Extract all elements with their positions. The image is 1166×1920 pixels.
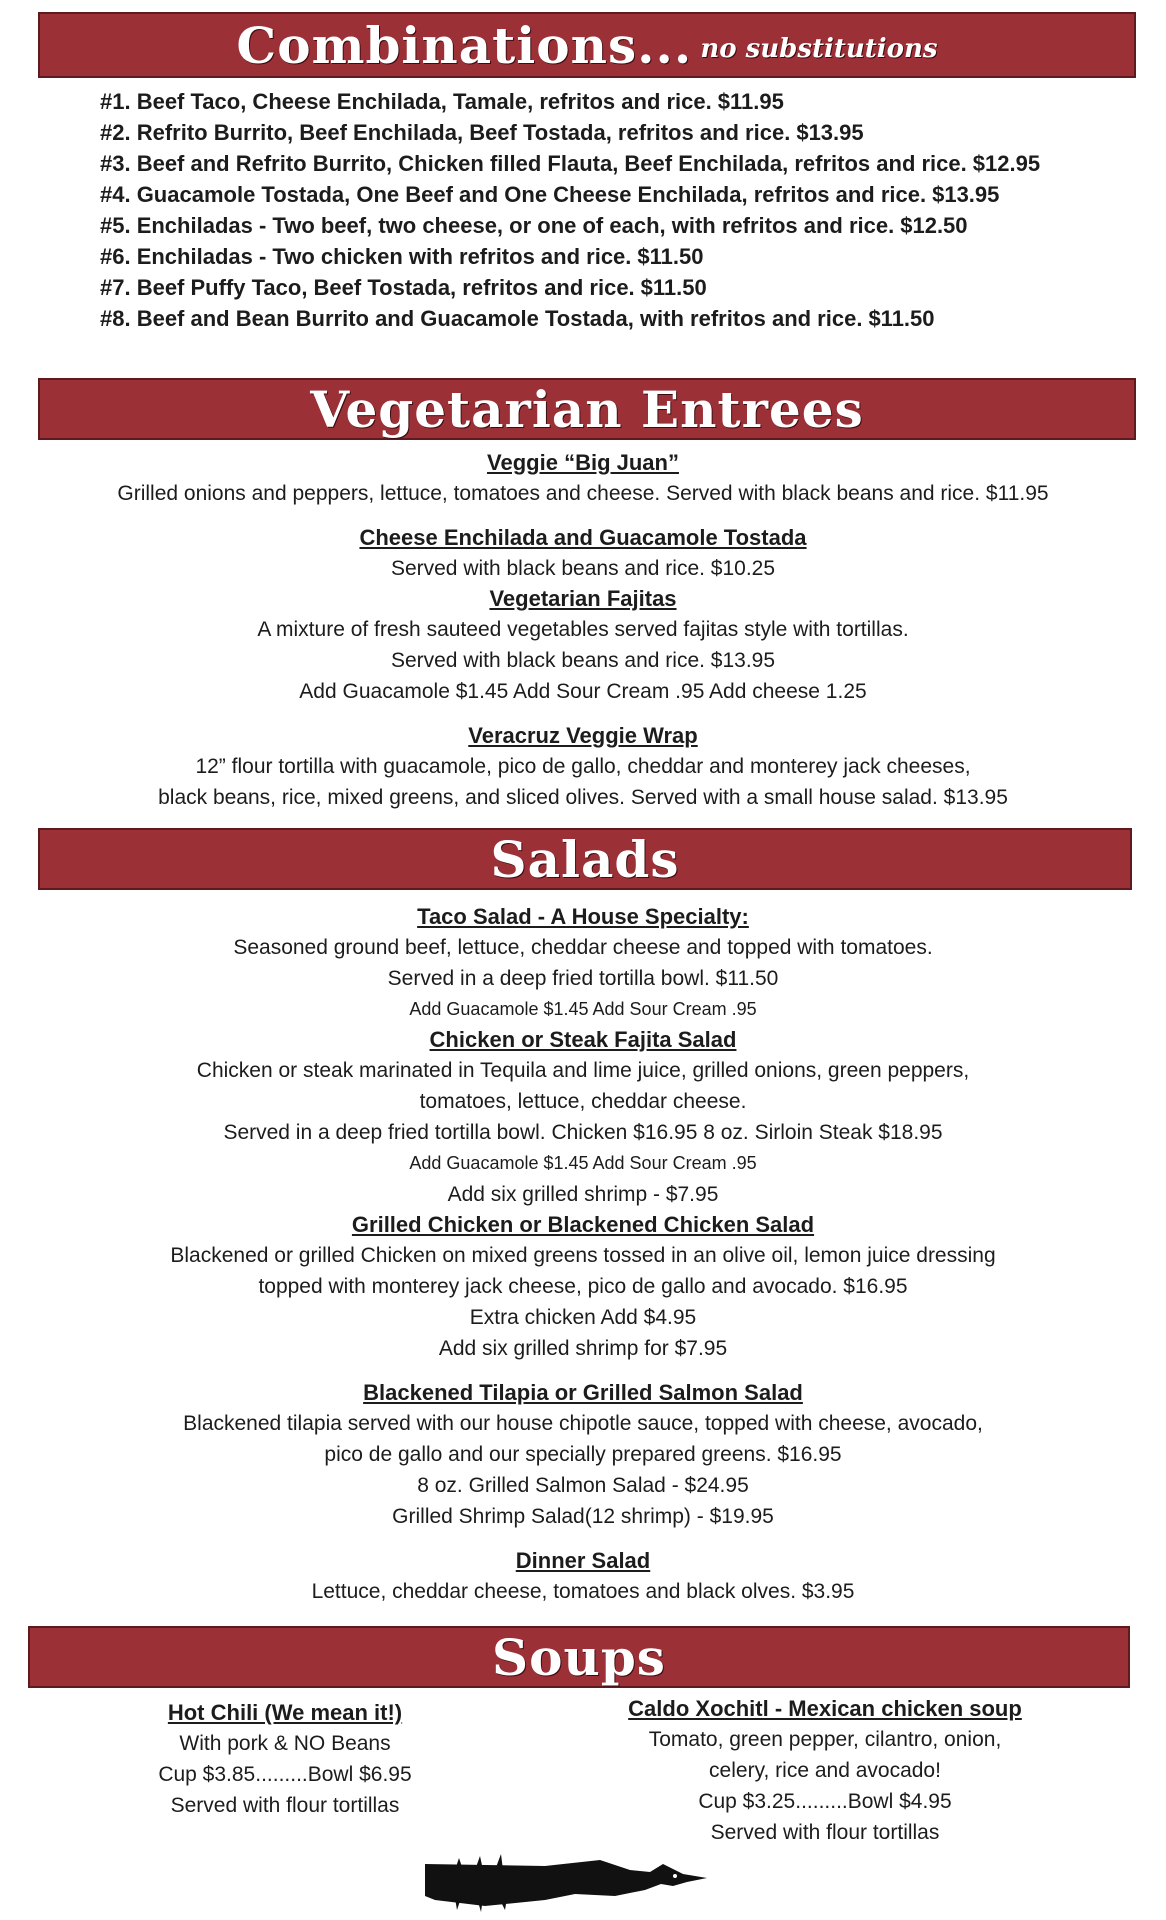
menu-item-description: 12” flour tortilla with guacamole, pico de gallo, cheddar and monterey jack cheeses,	[195, 755, 971, 778]
menu-item-addons: Add Guacamole $1.45 Add Sour Cream .95	[409, 1153, 757, 1173]
menu-item-price: Cup $3.85.........Bowl $6.95	[158, 1763, 412, 1786]
menu-item-description: With pork & NO Beans	[179, 1732, 391, 1755]
menu-item-description: Blackened or grilled Chicken on mixed greens tossed in an olive oil, lemon juice dressing	[170, 1244, 996, 1267]
menu-item-name: Hot Chili (We mean it!)	[167, 1700, 403, 1725]
soup-caldo-xochitl	[615, 1694, 1035, 1848]
list-item: #2. Refrito Burrito, Beef Enchilada, Beef Tostada, refritos and rice. $13.95	[100, 120, 864, 145]
menu-item-price: Cup $3.25.........Bowl $4.95	[698, 1790, 952, 1813]
menu-item-description: Served in a deep fried tortilla bowl. Chicken $16.95 8 oz. Sirloin Steak $18.95	[223, 1121, 943, 1144]
menu-item-description: A mixture of fresh sauteed vegetables served fajitas style with tortillas.	[257, 618, 909, 641]
menu-item-name: Dinner Salad	[515, 1548, 651, 1573]
list-item: #1. Beef Taco, Cheese Enchilada, Tamale, refritos and rice. $11.95	[100, 89, 784, 114]
menu-item-description: Chicken or steak marinated in Tequila and lime juice, grilled onions, green peppers,	[196, 1059, 970, 1082]
combinations-subtitle: no substitutions	[700, 34, 938, 64]
combinations-title: Combinations...	[236, 15, 693, 75]
list-item: #4. Guacamole Tostada, One Beef and One Cheese Enchilada, refritos and rice. $13.95	[100, 182, 1000, 207]
menu-item-description: Extra chicken Add $4.95	[469, 1306, 697, 1329]
soups-title: Soups	[492, 1627, 666, 1687]
list-item: #6. Enchiladas - Two chicken with refritos and rice. $11.50	[100, 244, 704, 269]
list-item: #5. Enchiladas - Two beef, two cheese, or one of each, with refritos and rice. $12.50	[100, 213, 968, 238]
menu-item-description: Grilled onions and peppers, lettuce, tomatoes and cheese. Served with black beans and rice. $11.95	[117, 482, 1049, 505]
menu-item-addons: Add Guacamole $1.45 Add Sour Cream .95	[409, 999, 757, 1019]
menu-item-description: Lettuce, cheddar cheese, tomatoes and black olves. $3.95	[311, 1580, 855, 1603]
menu-item-name: Cheese Enchilada and Guacamole Tostada	[359, 525, 807, 550]
thunderbird-icon	[425, 1850, 715, 1912]
menu-item-description: Served with black beans and rice. $13.95	[390, 649, 776, 672]
menu-item-description: Served in a deep fried tortilla bowl. $11.50	[387, 967, 779, 990]
menu-item-description: pico de gallo and our specially prepared greens. $16.95	[324, 1443, 842, 1466]
menu-item-name: Caldo Xochitl - Mexican chicken soup	[628, 1696, 1022, 1721]
list-item: #8. Beef and Bean Burrito and Guacamole Tostada, with refritos and rice. $11.50	[100, 306, 935, 331]
menu-item-description: tomatoes, lettuce, cheddar cheese.	[419, 1090, 747, 1113]
menu-item-name: Veracruz Veggie Wrap	[468, 723, 698, 748]
soups-banner	[28, 1626, 1130, 1688]
menu-item-name: Grilled Chicken or Blackened Chicken Salad	[351, 1212, 815, 1237]
menu-item-addons: Add Guacamole $1.45 Add Sour Cream .95 Add cheese 1.25	[299, 680, 867, 703]
menu-item-description: Served with flour tortillas	[710, 1821, 940, 1844]
menu-item-description: Add six grilled shrimp for $7.95	[438, 1337, 728, 1360]
menu-item-description: 8 oz. Grilled Salmon Salad - $24.95	[417, 1474, 749, 1497]
menu-item-description: celery, rice and avocado!	[709, 1759, 941, 1782]
menu-item-description: Blackened tilapia served with our house chipotle sauce, topped with cheese, avocado,	[183, 1412, 983, 1435]
vegetarian-section	[30, 448, 1136, 813]
vegetarian-banner	[38, 378, 1136, 440]
list-item: #7. Beef Puffy Taco, Beef Tostada, refritos and rice. $11.50	[100, 275, 707, 300]
menu-item-name: Vegetarian Fajitas	[489, 586, 677, 611]
menu-item-description: topped with monterey jack cheese, pico de gallo and avocado. $16.95	[258, 1275, 908, 1298]
menu-item-name: Chicken or Steak Fajita Salad	[429, 1027, 737, 1052]
salads-title: Salads	[490, 829, 680, 889]
menu-item-name: Veggie “Big Juan”	[487, 450, 679, 475]
vegetarian-title: Vegetarian Entrees	[310, 379, 864, 439]
menu-item-description: Seasoned ground beef, lettuce, cheddar cheese and topped with tomatoes.	[233, 936, 933, 959]
menu-item-description: black beans, rice, mixed greens, and sliced olives. Served with a small house salad. $13.95	[158, 786, 1008, 809]
menu-item-addons: Add six grilled shrimp - $7.95	[447, 1183, 719, 1206]
salads-section	[30, 902, 1136, 1607]
menu-item-name: Taco Salad - A House Specialty:	[417, 904, 749, 929]
menu-item-description: Served with flour tortillas	[170, 1794, 400, 1817]
menu-item-description: Grilled Shrimp Salad(12 shrimp) - $19.95	[392, 1505, 774, 1528]
salads-banner	[38, 828, 1132, 890]
menu-item-description: Served with black beans and rice. $10.25	[390, 557, 776, 580]
menu-item-name: Blackened Tilapia or Grilled Salmon Salad	[363, 1380, 803, 1405]
combinations-banner	[38, 12, 1136, 78]
combinations-list	[100, 86, 1140, 334]
menu-item-description: Tomato, green pepper, cilantro, onion,	[648, 1728, 1002, 1751]
list-item: #3. Beef and Refrito Burrito, Chicken filled Flauta, Beef Enchilada, refritos and rice. $12.95	[100, 151, 1041, 176]
soup-hot-chili	[120, 1698, 450, 1821]
